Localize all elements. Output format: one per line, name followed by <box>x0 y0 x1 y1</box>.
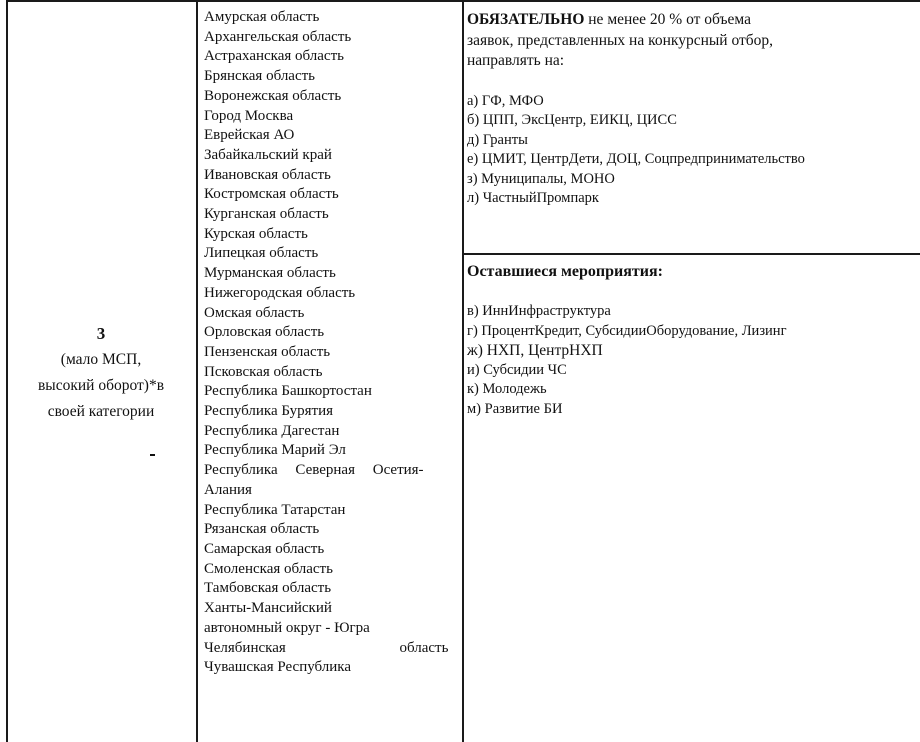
region-item: Орловская область <box>204 324 325 341</box>
region-item: Смоленская область <box>204 560 333 577</box>
region-item: Пензенская область <box>204 343 331 360</box>
region-item: Республика Башкортостан <box>204 383 372 400</box>
mandatory-item: б) ЦПП, ЭксЦентр, ЕИКЦ, ЦИСС <box>467 112 677 128</box>
region-item: Город Москва <box>204 107 294 124</box>
region-item: Архангельская область <box>204 28 352 45</box>
region-item: Челябинская область <box>204 639 449 656</box>
region-item: Чувашская Республика <box>204 659 352 676</box>
region-item: Ивановская область <box>204 166 331 183</box>
mandatory-item: з) Муниципалы, МОНО <box>467 170 615 187</box>
region-item: Ханты-Мансийский <box>204 600 332 617</box>
region-item: Республика Татарстан <box>204 501 346 518</box>
remaining-cell <box>467 262 917 419</box>
region-item: Воронежская область <box>204 87 342 104</box>
region-item: Нижегородская область <box>204 284 356 301</box>
remaining-item: к) Молодежь <box>467 381 547 397</box>
mandatory-item: а) ГФ, МФО <box>467 92 544 109</box>
region-item: Алания <box>204 481 252 498</box>
category-number: 3 <box>96 324 106 343</box>
remaining-item: г) ПроцентКредит, СубсидииОборудование, Лизинг <box>467 322 787 339</box>
dash-mark <box>150 454 155 456</box>
category-line-2: высокий оборот)*в <box>37 377 165 394</box>
remaining-item: ж) НХП, ЦентрНХП <box>467 342 603 359</box>
region-item: Республика Бурятия <box>204 403 334 420</box>
region-item: Псковская область <box>204 363 323 380</box>
column-divider-1 <box>196 0 198 742</box>
region-item: Костромская область <box>204 186 339 203</box>
region-item: Амурская область <box>204 9 320 25</box>
remaining-item: м) Развитие БИ <box>467 400 563 417</box>
mandatory-text-3: направлять на: <box>467 52 565 69</box>
region-item: Самарская область <box>204 540 325 557</box>
column-divider-2 <box>462 0 464 742</box>
remaining-item: и) Субсидии ЧС <box>467 361 567 378</box>
region-item: Республика Марий Эл <box>204 442 346 459</box>
mandatory-list <box>467 92 917 209</box>
category-cell <box>8 4 194 742</box>
region-item: автономный округ - Югра <box>204 619 370 636</box>
region-item: Республика Дагестан <box>204 422 340 439</box>
mandatory-text-2: заявок, представленных на конкурсный отбор, <box>467 31 774 49</box>
remaining-list <box>467 302 917 419</box>
region-item: Республика Северная Осетия- <box>204 462 424 479</box>
region-item: Мурманская область <box>204 265 336 282</box>
mandatory-item: д) Гранты <box>467 131 528 148</box>
region-item: Курганская область <box>204 206 329 223</box>
remaining-item: в) ИннИнфраструктура <box>467 303 611 319</box>
mandatory-item: е) ЦМИТ, ЦентрДети, ДОЦ, Соцпредпринимательство <box>467 151 805 167</box>
row-divider-right <box>462 253 920 255</box>
region-item: Астраханская область <box>204 48 344 65</box>
category-line-1: (мало МСП, <box>60 351 142 368</box>
region-item: Брянская область <box>204 68 316 85</box>
region-item: Рязанская область <box>204 521 320 538</box>
regions-cell <box>204 8 460 678</box>
mandatory-cell <box>467 10 917 209</box>
mandatory-text-1: не менее 20 % от объема <box>584 11 752 28</box>
region-item: Тамбовская область <box>204 580 332 597</box>
category-line-3: своей категории <box>47 403 155 420</box>
region-item: Еврейская АО <box>204 127 295 144</box>
mandatory-bold-word: ОБЯЗАТЕЛЬНО <box>467 11 585 28</box>
region-item: Забайкальский край <box>204 146 332 163</box>
mandatory-heading-line-1 <box>467 10 917 31</box>
region-item: Омская область <box>204 304 305 321</box>
region-item: Липецкая область <box>204 245 319 262</box>
region-item: Курская область <box>204 225 308 242</box>
mandatory-item: л) ЧастныйПромпарк <box>467 190 599 206</box>
remaining-title: Оставшиеся мероприятия: <box>467 263 663 280</box>
